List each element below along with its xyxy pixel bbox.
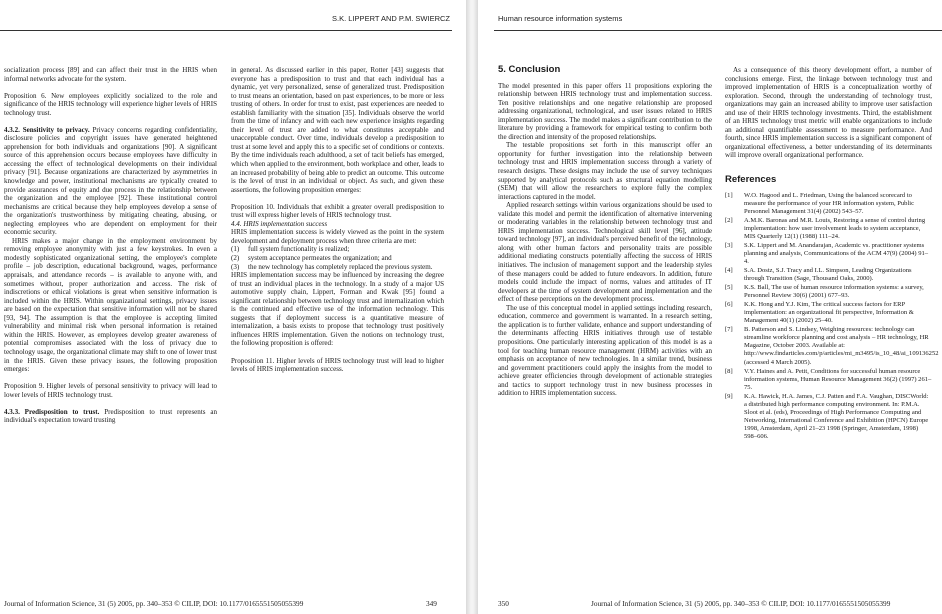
left-page-column-1 [4, 66, 217, 425]
page-number: 350 [498, 599, 509, 608]
list-text: full system functionality is realized; [248, 245, 350, 254]
section-text: Privacy concerns regarding confidentiality, disclosure policies and copyright issues have generated heightened apprehension for both individuals and organizations [90]. A significant source of this apprehension occurs because employees have difficulty in accessing the effect of technological developments on their individual privacy [91]. Because organizations are characterized by asymmetries in knowledge and power, institutional mechanisms are typically created to provide assurances of equity and due process in the relationship between the organization and the employee [92]. These institutional control mechanisms are critical because they help employees develop a sense of the organization's trustworthiness by mitigating cheating, abusing, or neglecting employees who are dependent on employment for their economic security. [4, 125, 217, 237]
criteria-list [231, 245, 444, 271]
reference-text: K.K. Hong and Y.J. Kim, The critical success factors for ERP implementation: an organizational fit perspective, Information & Management 40(1) (2002) 25–40. [744, 301, 914, 325]
reference-item [725, 393, 932, 441]
paragraph: The model presented in this paper offers 11 propositions exploring the relationship between HRIS technology trust and implementation success. Ten positive relationships and one negative relationship are proposed addressing organizational, technological, and user issues related to HRIS implementation success. The model makes a significant contribution to the literature by providing a framework for empirical testing to confirm both the direction and intensity of the proposed relationships. [498, 81, 712, 141]
reference-number: [1] [725, 191, 733, 199]
list-item [231, 254, 444, 263]
reference-item [725, 368, 932, 392]
reference-text: K.S. Ball, The use of human resource information systems: a survey, Personnel Review 30(6) (2001) 677–93. [744, 284, 924, 300]
section-heading: 4.3.2. Sensitivity to privacy. [4, 125, 90, 134]
left-page [0, 0, 466, 614]
reference-number: [5] [725, 284, 733, 292]
paragraph: HRIS implementation success is widely viewed as the point in the system development and deployment process when three criteria are met: [231, 228, 444, 245]
reference-item [725, 267, 932, 283]
reference-item [725, 242, 932, 266]
section-heading-4-4: 4.4. HRIS implementation success [231, 219, 328, 228]
right-page-column-1 [498, 66, 712, 398]
header-rule [0, 30, 452, 31]
reference-text: S.A. Dostz, S.J. Tracy and I.L. Simpson, Leading Organizations through Transition (Sage, Thousand Oaks, 2000). [744, 266, 912, 283]
running-header: Human resource information systems [498, 14, 623, 23]
reference-number: [2] [725, 216, 733, 224]
paragraph: HRIS implementation success may be influenced by increasing the degree of trust an individual places in the technology. In a study of a major US automotive supply chain, Lippert, Forman and Kwak [95] found a significant relationship between technology trust and internalization which is the continued and effective use of the information technology. This suggests that if deployment success is a quantitative measure of internalization, a basis exists to propose that technology trust positively influences HRIS implementation. Given the notions on technology trust, the following proposition is offered: [231, 271, 444, 348]
list-text: the new technology has completely replaced the previous system. [248, 262, 433, 271]
page-number: 349 [426, 599, 437, 608]
proposition-9: Proposition 9. Higher levels of personal sensitivity to privacy will lead to lower levels of HRIS technology trust. [4, 382, 217, 399]
section-4-3-3 [4, 408, 217, 425]
paragraph: Applied research settings within various organizations should be used to validate this model and permit the identification of alternative intervening or moderating variables in the relationship between technology trust and HRIS implementation success. Technological skill level [96], attitude toward technology [97], an individual's perceived benefit of the technology, along with other human factors and personality traits are possible additional mediating constructs potentially affecting the success of HRIS initiatives. The inclusion of management support and the leadership styles of these managers could be added to future endeavors. In addition, future models could include the impact of norms, values and attitudes of IT developers at the time of system development and implementation and the effect of these perceptions on the development process. [498, 201, 712, 304]
paragraph: in general. As discussed earlier in this paper, Rotter [43] suggests that everyone has a predisposition to trust and that each individual has a dynamic, yet very personalized, sense of generalized trust. Predisposition to trust means an orientation, based on past experiences, to be more or less trusting of others. In order for trust to exist, past experiences are needed to establish familiarity with the situation [35]. Individuals observe the world from the time of infancy and with each new experience insights regarding their level of trust are added to what constitutes acceptable and unacceptable conduct. Over time, individuals develop a predisposition to trust at some level and apply this to a specific set of conditions or contexts. By the time individuals reach adulthood, a set of tacit beliefs has emerged, which when applied to the environment, both workplace and other, leads to an increased probability of being able to predict an outcome. This outcome is the level of trust in an individual or object. As such, and given these assertions, the following proposition emerges: [231, 66, 444, 194]
reference-item [725, 192, 932, 216]
section-4-3-2 [4, 126, 217, 237]
list-item [231, 245, 444, 254]
right-page [478, 0, 942, 614]
proposition-11: Proposition 11. Higher levels of HRIS technology trust will lead to higher levels of HRIS implementation success. [231, 356, 444, 374]
reference-number: [6] [725, 301, 733, 309]
book-gutter [466, 0, 478, 614]
reference-item [725, 301, 932, 325]
reference-text: B. Patterson and S. Lindsey, Weighing resources: technology can streamline workforce planning and cost analysis – HR technology, HR Magazine, October 2003. Available at: http://www.findarticles.com/p/articles/mi_m3495/is_10_48/ai_109136252 (accessed 4 March 2005). [744, 326, 939, 366]
header-rule [494, 30, 942, 31]
section-text: Predisposition to trust represents an individual's expectation toward trusting [4, 407, 217, 425]
list-number: (1) [231, 245, 240, 254]
list-item [231, 263, 444, 272]
reference-text: S.K. Lippert and M. Anandarajan, Academic vs. practitioner systems planning and analysis, Communications of the ACM 47(9) (2004) 91–4. [744, 241, 929, 265]
reference-text: K.A. Hawick, H.A. James, C.J. Patten and F.A. Vaughan, DISCWorld: a distributed high performance computing environment. In: P.M.A. Sloot et al. (eds), Proceedings of High Performance Computing and Networking, International Conference and Exhibition (HPCN) Europe 1998, Amsterdam, April 21–23 1998 (Springer, Amsterdam, 1998) 598–606. [744, 392, 929, 440]
reference-item [725, 284, 932, 300]
left-page-column-2 [231, 66, 444, 374]
proposition-6: Proposition 6. New employees explicitly socialized to the role and significance of the HRIS technology will experience higher levels of HRIS technology trust. [4, 91, 217, 117]
section-heading: 4.3.3. Predisposition to trust. [4, 407, 100, 416]
list-text: system acceptance permeates the organization; and [248, 253, 392, 262]
proposition-10: Proposition 10. Individuals that exhibit a greater overall predisposition to trust will express higher levels of HRIS technology trust. [231, 202, 444, 220]
list-number: (3) [231, 262, 240, 271]
reference-number: [4] [725, 266, 733, 274]
footer-journal: Journal of Information Science, 31 (5) 2005, pp. 340–353 © CILIP, DOI: 10.1177/0165551505055399 [4, 599, 304, 608]
reference-text: V.Y. Haines and A. Petit, Conditions for successful human resource information systems, Human Resource Management 36(2) (1997) 261–75. [744, 367, 932, 391]
references-list [725, 191, 939, 441]
section-heading-conclusion: 5. Conclusion [498, 64, 561, 75]
reference-text: W.O. Hagood and L. Friedman, Using the balanced scorecard to measure the performance of your HR information system, Public Personnel Management 31(4) (2002) 543–57. [744, 191, 914, 215]
references-heading: References [725, 174, 777, 186]
reference-item [725, 326, 939, 366]
reference-number: [8] [725, 367, 733, 375]
reference-number: [3] [725, 241, 733, 249]
reference-number: [7] [725, 326, 733, 334]
paragraph: The use of this conceptual model in applied settings including research, education, commerce and government is warranted. In a research setting, the application is to further validate, enhance and support understanding of the determinants affecting HRIS initiatives through use of testable propositions. One particularly interesting application of this model is as a tool for teaching human resource management (HRM) activities with an emphasis on acceptance of new technologies. In a similar trend, business and government practitioners could apply the insights from the model to achieve greater efficiencies through development of actionable strategies and tactics to support technology trust in new business processes in addition to HRIS implementation success. [498, 303, 712, 398]
paragraph: As a consequence of this theory development effort, a number of conclusions emerge. First, the linkage between technology trust and improved implementation of HRIS is a conceptualization worthy of exploration. Second, through the understanding of technology trust, organizations may gain an increased ability to improve user satisfaction and use of their HRIS technology investments. Third, the establishment of an HRIS technology trust metric will enable organizations to include an additional quantifiable assessment to measure performance. And fourth, since HRIS implementation success is a significant component of organizational effectiveness, a better understanding of its determinants will improve overall organizational performance. [725, 66, 932, 160]
list-number: (2) [231, 253, 240, 262]
footer-journal: Journal of Information Science, 31 (5) 2005, pp. 340–353 © CILIP, DOI: 10.1177/0165551505055399 [591, 599, 891, 608]
running-header: S.K. LIPPERT AND P.M. SWIERCZ [332, 14, 450, 23]
reference-text: A.M.K. Baronas and M.R. Louis, Restoring a sense of control during implementation: how user involvement leads to system acceptance, MIS Quarterly 12(1) (1988) 111–24. [744, 216, 926, 240]
paragraph: The testable propositions set forth in this manuscript offer an opportunity for further investigation into the relationship between technology trust and HRIS implementation success through a variety of research designs. These designs may include the use of survey techniques supported by analytical protocols such as structural equation modelling (SEM) that will allow the researchers to explore fully the complex interactions captured in the model. [498, 141, 712, 201]
right-page-column-2 [725, 66, 939, 442]
paragraph: socialization process [89] and can affect their trust in the HRIS when informal networks advocate for the system. [4, 66, 217, 83]
paragraph: HRIS makes a major change in the employment environment by removing employee anonymity with just a few keystrokes. In even a modestly sophisticated organizational setting, the employee's complete profile – job description, educational background, wages, performance appraisals, and attendance records – is available to anyone with, and sometimes without, proper authorization and access. The risk of indiscretions or ethical violations is great when sensitive information is included within the HRIS. Within organizational settings, privacy issues are based on the expectation that sensitive information will not be shared [93, 94]. The assumption is that the employee is accepting limited vulnerability and minimal risk when personal information is retained within the HRIS. However, as employees develop greater awareness of potential compromises associated with the loss of privacy due to technology usage, the organizational climate may shift to one of lower trust in the HRIS. Given these privacy issues, the following proposition emerges: [4, 236, 217, 374]
reference-item [725, 217, 932, 241]
reference-number: [9] [725, 392, 733, 400]
